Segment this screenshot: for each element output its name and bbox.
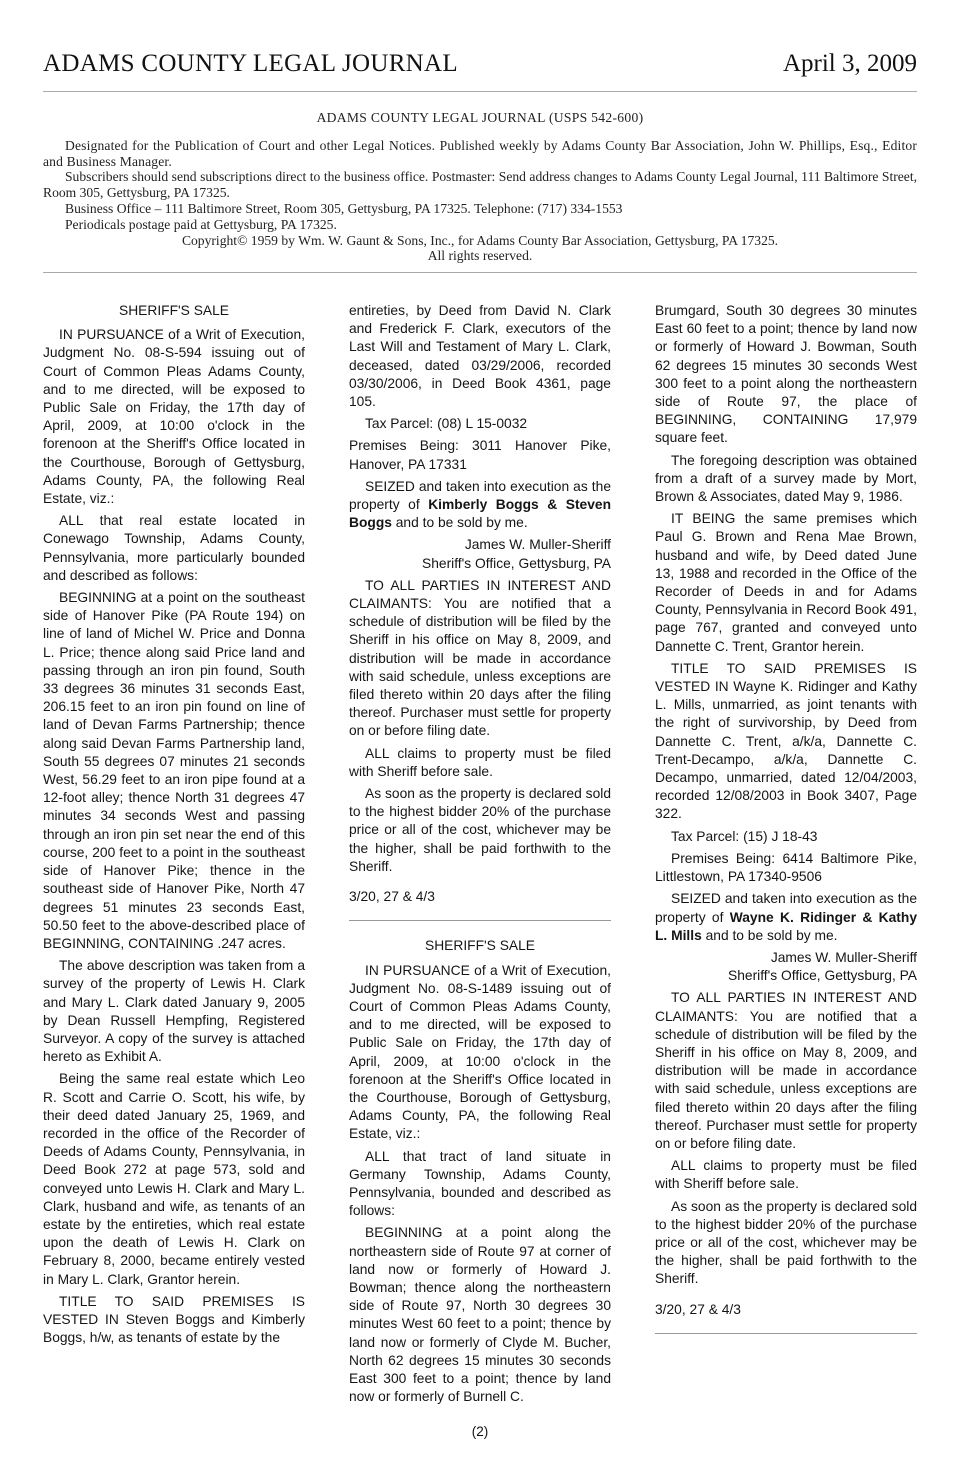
sale1-sheriff-name: James W. Muller-Sheriff	[464, 537, 611, 553]
sale2-writ-paragraph: IN PURSUANCE of a Writ of Execution, Judgment No. 08-S-1489 issuing out of Court of Common Pleas Adams County, and to me directed, will be exposed to Public Sale on Friday, the 17th day of April, 2009, at 10:00 o'clock in the forenoon at the Sheriff's Office located in the Courthouse, Borough of Gettysburg, Adams County, PA, the following Real Estate, viz.:	[349, 962, 611, 1142]
sale1-payment-terms: As soon as the property is declared sold to the highest bidder 20% of the purchase price or all of the cost, whichever may be the higher, shall be paid forthwith to the Sheriff.	[349, 786, 611, 874]
masthead	[43, 110, 917, 264]
sale2-seized	[655, 890, 917, 945]
masthead-rule	[43, 272, 917, 273]
sale1-writ-paragraph: IN PURSUANCE of a Writ of Execution, Judgment No. 08-S-594 issuing out of Court of Common Pleas Adams County, and to me directed, will be exposed to Public Sale on Friday, the 17th day of April, 2009, at 10:00 o'clock in the forenoon at the Sheriff's Office located in the Courthouse, Borough of Gettysburg, Adams County, PA, the following Real Estate, viz.:	[43, 327, 305, 507]
sale2-boundary-paragraph-continued: Brumgard, South 30 degrees 30 minutes East 60 feet to a point; thence by land now or formerly of Howard J. Bowman, South 62 degrees 15 minutes 30 seconds West 300 feet to a point along the northeastern side of Route 97, the place of BEGINNING, CONTAINING 17,979 square feet.	[655, 303, 917, 446]
section-divider	[349, 920, 611, 921]
sale2-boundary-paragraph: BEGINNING at a point along the northeastern side of Route 97 at corner of land now or formerly of Howard J. Bowman; thence along the northeastern side of Route 97, North 30 degrees 30 minutes West 60 feet to a point; thence by land now or formerly of Clyde M. Bucher, North 62 degrees 15 minutes 30 seconds East 300 feet to a point; thence by land now or formerly of Burnell C.	[349, 1225, 611, 1405]
masthead-title: ADAMS COUNTY LEGAL JOURNAL (USPS 542-600)	[316, 110, 644, 125]
masthead-periodicals: Periodicals postage paid at Gettysburg, PA 17325.	[65, 216, 337, 232]
sale2-notice: TO ALL PARTIES IN INTEREST AND CLAIMANTS: You are notified that a schedule of distribution will be filed by the Sheriff in his office on May 8, 2009, and distribution will be made in accordance with said schedule, unless exceptions are filed thereto within 20 days after the filing thereof. Purchaser must settle for property on or before filing date.	[655, 990, 917, 1151]
sale2-location-paragraph: ALL that tract of land situate in Germany Township, Adams County, Pennsylvania, bounded and described as follows:	[349, 1148, 611, 1219]
sale2-tax-parcel: Tax Parcel: (15) J 18-43	[671, 828, 818, 844]
sale2-payment-terms: As soon as the property is declared sold to the highest bidder 20% of the purchase price or all of the cost, whichever may be the higher, shall be paid forthwith to the Sheriff.	[655, 1198, 917, 1287]
sale2-seized-owners: Wayne K. Ridinger & Kathy L. Mills	[655, 909, 917, 943]
sale2-premises: Premises Being: 6414 Baltimore Pike, Littlestown, PA 17340-9506	[655, 850, 917, 885]
masthead-subscribers: Subscribers should send subscriptions direct to the business office. Postmaster: Send address changes to Adams County Legal Journal, 111 Baltimore Street, Room 305, Gettysburg, PA 17325.	[43, 169, 917, 201]
sale1-premises: Premises Being: 3011 Hanover Pike, Hanover, PA 17331	[349, 438, 611, 472]
sale1-location-paragraph: ALL that real estate located in Conewago Township, Adams County, Pennsylvania, more particularly bounded and described as follows:	[43, 513, 305, 583]
sale1-heading: SHERIFF'S SALE	[119, 303, 229, 318]
masthead-designated: Designated for the Publication of Court and other Legal Notices. Published weekly by Adams County Bar Association, John W. Phillips, Esq., Editor and Business Manager.	[43, 137, 917, 169]
page-header	[43, 50, 917, 90]
page-number: (2)	[471, 1424, 489, 1439]
header-rule	[43, 91, 917, 92]
sale1-claims: ALL claims to property must be filed with Sheriff before sale.	[349, 745, 611, 779]
sale1-title-paragraph: TITLE TO SAID PREMISES IS VESTED IN Steven Boggs and Kimberly Boggs, h/w, as tenants of estate by the	[43, 1293, 305, 1346]
sale1-seized-pre: SEIZED and taken into execution as the property of	[349, 478, 611, 513]
sale1-survey-paragraph: The above description was taken from a survey of the property of Lewis H. Clark and Mary L. Clark dated January 9, 2005 by Dean Russell Hempfing, Registered Surveyor. A copy of the survey is attached hereto as Exhibit A.	[43, 958, 305, 1065]
sale1-seized-owners: Kimberly Boggs & Steven Boggs	[349, 497, 611, 531]
masthead-rights: All rights reserved.	[427, 248, 533, 264]
sale2-publication-dates: 3/20, 27 & 4/3	[655, 1301, 741, 1317]
issue-date: April 3, 2009	[782, 50, 917, 77]
sale2-heading: SHERIFF'S SALE	[425, 938, 535, 954]
column-3	[655, 302, 917, 1350]
sale1-boundary-paragraph: BEGINNING at a point on the southeast side of Hanover Pike (PA Route 194) on line of land of Michel W. Price and Donna L. Price; thence along said Price land and passing through an iron pin found, South 33 degrees 36 minutes 31 seconds East, 206.15 feet to an iron pin found on line of land of Devan Farms Partnership; thence along said Devan Farms Partnership land, South 55 degrees 07 minutes 21 seconds West, 56.29 feet to an iron pipe found at a 12-foot alley; thence North 31 degrees 47 minutes 34 seconds West and passing through an iron pin set near the end of this course, 200 feet to a point in the southeast side of Hanover Pike; thence in the southeast side of Hanover Pike, North 47 degrees 51 minutes 23 seconds East, 50.50 feet to the above-described place of BEGINNING, CONTAINING .247 acres.	[43, 590, 305, 951]
sale1-seized	[349, 478, 611, 533]
masthead-copyright: Copyright© 1959 by Wm. W. Gaunt & Sons, Inc., for Adams County Bar Association, Gettysburg, PA 17325.	[181, 232, 779, 248]
column-1	[43, 302, 305, 1351]
sale1-notice: TO ALL PARTIES IN INTEREST AND CLAIMANTS: You are notified that a schedule of distribution will be filed by the Sheriff in his office on May 8, 2009, and distribution will be made in accordance with said schedule, unless exceptions are filed thereto within 20 days after the filing thereof. Purchaser must settle for property on or before filing date.	[349, 577, 611, 739]
sale1-seized-post: and to be sold by me.	[391, 515, 528, 531]
sale2-sheriff-name: James W. Muller-Sheriff	[770, 949, 917, 965]
sale1-deed-paragraph: Being the same real estate which Leo R. Scott and Carrie O. Scott, his wife, by their deed dated January 25, 1969, and recorded in the office of the Recorder of Deeds of Adams County, Pennsylvania, in Deed Book 272 at page 573, sold and conveyed unto Lewis H. Clark and Mary L. Clark, husband and wife, as tenants of an estate by the entireties, which real estate upon the death of Lewis H. Clark on February 8, 2000, became entirely vested in Mary L. Clark, Grantor herein.	[43, 1071, 305, 1287]
sale1-sheriff-office: Sheriff's Office, Gettysburg, PA	[422, 555, 611, 571]
sale1-publication-dates: 3/20, 27 & 4/3	[349, 889, 435, 905]
sale2-title-paragraph: TITLE TO SAID PREMISES IS VESTED IN Wayne K. Ridinger and Kathy L. Mills, unmarried, as joint tenants with the right of survivorship, by Deed from Dannette C. Trent, a/k/a, Dannette C. Trent-Decampo, a/k/a, Dannette C. Decampo, unmarried, dated 12/04/2003, recorded 12/08/2003 in Book 3407, Page 322.	[655, 660, 917, 822]
journal-title: ADAMS COUNTY LEGAL JOURNAL	[43, 50, 458, 77]
sale2-sheriff-office: Sheriff's Office, Gettysburg, PA	[728, 968, 917, 984]
sale1-title-paragraph-continued: entireties, by Deed from David N. Clark and Frederick F. Clark, executors of the Last Will and Testament of Mary L. Clark, deceased, dated 03/29/2006, recorded 03/30/2006, in Deed Book 4361, page 105.	[349, 303, 611, 410]
sale2-seized-pre: SEIZED and taken into execution as the property of	[655, 891, 917, 925]
column-2	[349, 302, 611, 1410]
sale1-tax-parcel: Tax Parcel: (08) L 15-0032	[365, 416, 528, 432]
sale2-seized-post: and to be sold by me.	[701, 927, 838, 943]
sale2-claims: ALL claims to property must be filed with Sheriff before sale.	[655, 1158, 917, 1192]
sale2-deed-paragraph: IT BEING the same premises which Paul G. Brown and Rena Mae Brown, husband and wife, by Deed dated June 13, 1988 and recorded in the Office of the Recorder of Deeds in and for Adams County, Pennsylvania in Record Book 491, page 767, granted and conveyed unto Dannette C. Trent, Grantor herein.	[655, 511, 917, 654]
masthead-business-office: Business Office – 111 Baltimore Street, Room 305, Gettysburg, PA 17325. Telephone: (717) 334-1553	[65, 200, 623, 216]
sale2-survey-paragraph: The foregoing description was obtained from a draft of a survey made by Mort, Brown & Associates, dated May 9, 1986.	[655, 452, 917, 505]
section-end-divider	[655, 1333, 917, 1334]
